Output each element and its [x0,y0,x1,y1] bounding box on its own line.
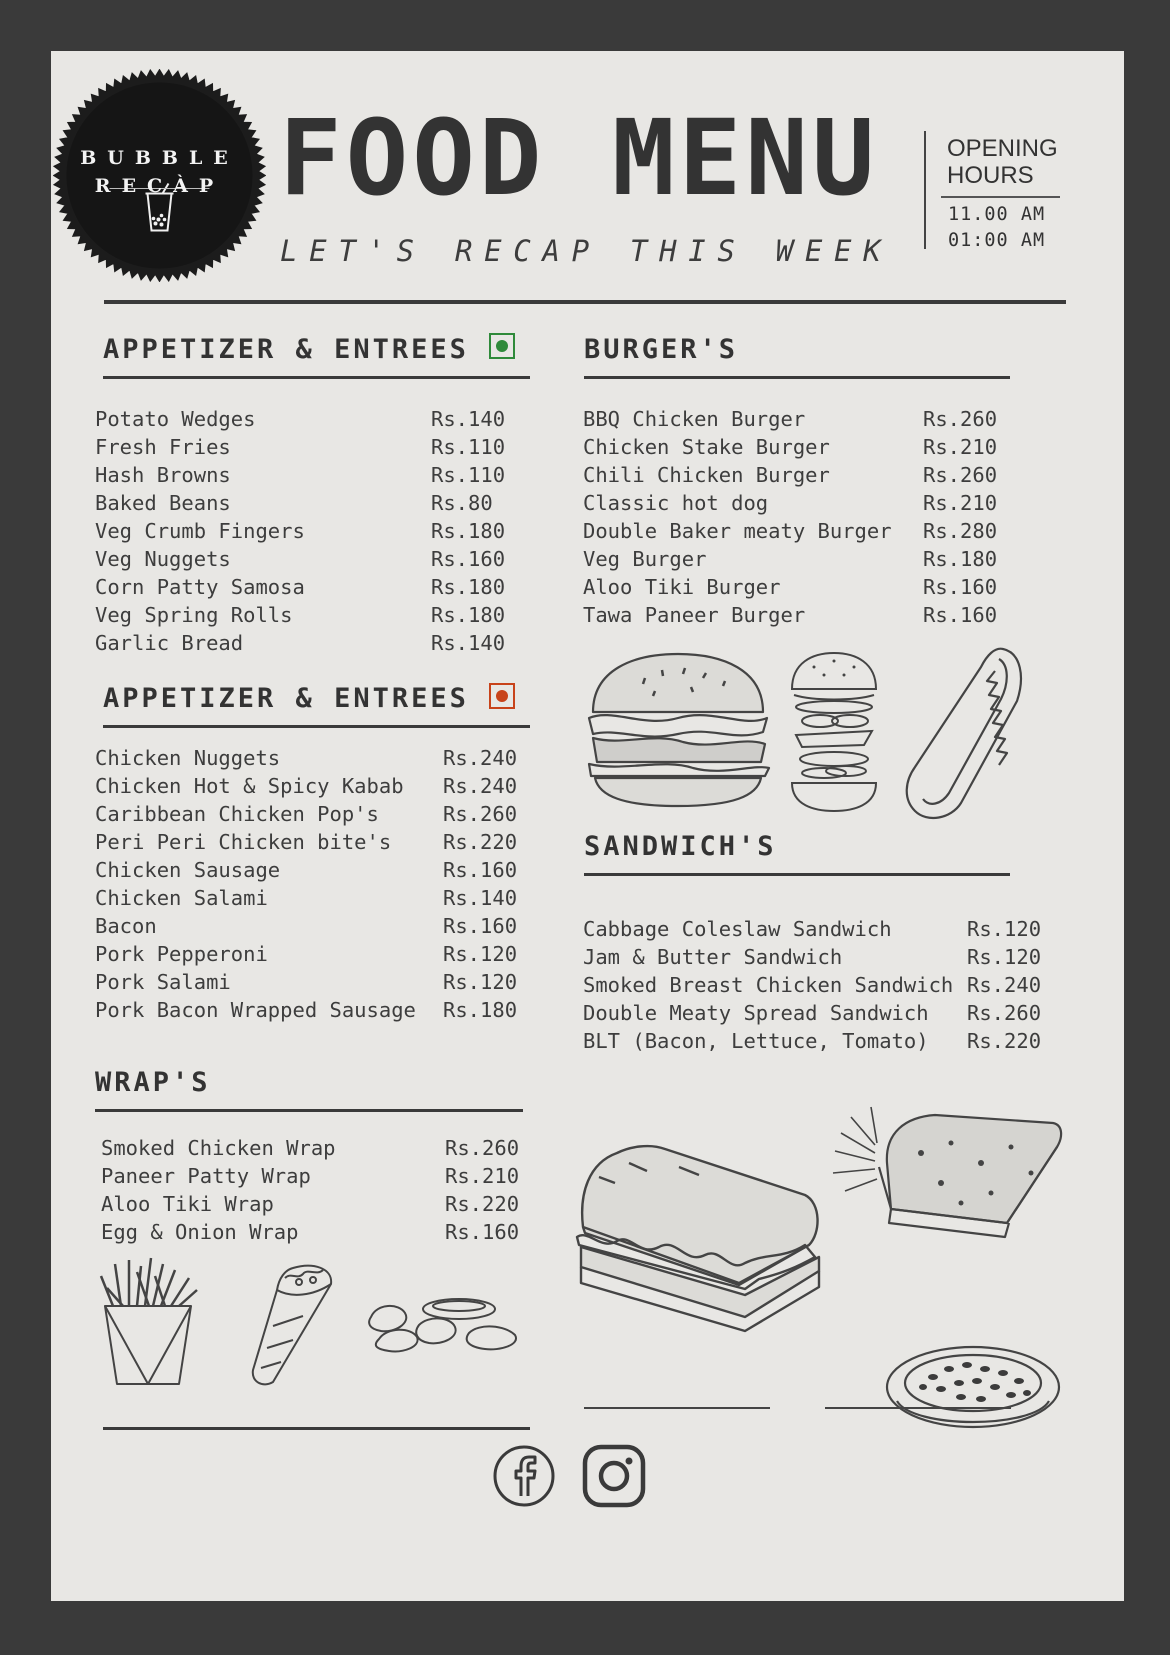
menu-item-name: Corn Patty Samosa [95,575,305,599]
menu-item-name: Pork Salami [95,970,231,994]
fries-illustration [93,1256,203,1391]
menu-item-price: Rs.180 [431,575,506,599]
nonveg-appetizer-list [95,744,535,1024]
sandwiches-list [583,915,1053,1055]
menu-item-name: Chicken Hot & Spicy Kabab [95,774,404,798]
menu-item [583,433,1023,461]
wrap-illustration [233,1256,343,1391]
veg-indicator-icon [489,333,515,359]
menu-item [95,996,535,1024]
menu-item-price: Rs.180 [431,603,506,627]
menu-item-name: Pork Bacon Wrapped Sausage [95,998,416,1022]
menu-item-name: Classic hot dog [583,491,769,515]
menu-item-price: Rs.120 [443,942,518,966]
menu-item-name: BLT (Bacon, Lettuce, Tomato) [583,1029,929,1053]
sandwich-footer-rule-right [825,1407,1011,1409]
menu-item [101,1134,541,1162]
menu-item-price: Rs.220 [445,1192,520,1216]
hotdog-illustration [891,643,1031,823]
menu-item-price: Rs.210 [445,1164,520,1188]
menu-item [583,971,1053,999]
sandwich-footer-rule-left [584,1407,770,1409]
menu-item-price: Rs.210 [923,435,998,459]
menu-item [95,800,535,828]
menu-item-name: Smoked Breast Chicken Sandwich [583,973,954,997]
menu-item-price: Rs.160 [923,603,998,627]
menu-item-price: Rs.110 [431,435,506,459]
menu-item-name: Fresh Fries [95,435,231,459]
facebook-icon[interactable] [492,1444,556,1508]
menu-item-name: Smoked Chicken Wrap [101,1136,336,1160]
menu-item [95,884,535,912]
menu-item-name: Tawa Paneer Burger [583,603,806,627]
stacked-burger-illustration [784,649,884,814]
closing-time: 01:00 AM [948,230,1046,251]
menu-item-name: Peri Peri Chicken bite's [95,830,392,854]
menu-item-name: Chicken Stake Burger [583,435,830,459]
menu-item-price: Rs.80 [431,491,493,515]
menu-item-price: Rs.160 [431,547,506,571]
menu-sheet [51,51,1124,1601]
menu-item [95,856,535,884]
menu-item-price: Rs.110 [431,463,506,487]
burgers-list [583,405,1023,629]
menu-item-name: Jam & Butter Sandwich [583,945,843,969]
menu-item-name: Veg Crumb Fingers [95,519,305,543]
hours-divider [924,131,926,249]
menu-item [583,915,1053,943]
menu-item-price: Rs.160 [923,575,998,599]
menu-item [583,405,1023,433]
menu-item-price: Rs.160 [443,914,518,938]
menu-item-price: Rs.140 [431,407,506,431]
menu-item [95,405,525,433]
menu-item-price: Rs.160 [445,1220,520,1244]
menu-item-price: Rs.260 [445,1136,520,1160]
veg-appetizer-rule [103,376,530,379]
burgers-heading: BURGER'S [584,334,739,365]
menu-item-name: Paneer Patty Wrap [101,1164,311,1188]
menu-item-name: Egg & Onion Wrap [101,1220,299,1244]
menu-item [583,517,1023,545]
wraps-rule [95,1109,523,1112]
menu-item-name: Double Baker meaty Burger [583,519,892,543]
menu-item-name: Veg Burger [583,547,707,571]
burger-illustration [583,646,773,811]
menu-item [95,772,535,800]
menu-item [95,629,525,657]
nuggets-illustration [359,1289,529,1359]
menu-item-price: Rs.260 [967,1001,1042,1025]
menu-item-price: Rs.140 [443,886,518,910]
menu-item [95,433,525,461]
menu-item-name: Chicken Salami [95,886,268,910]
nonveg-indicator-icon [489,683,515,709]
left-footer-rule [103,1427,530,1430]
menu-item-name: Chili Chicken Burger [583,463,830,487]
menu-item [95,545,525,573]
menu-item-name: Aloo Tiki Burger [583,575,781,599]
menu-item-price: Rs.260 [923,407,998,431]
menu-item-price: Rs.180 [431,519,506,543]
menu-item [95,461,525,489]
opening-hours-title: OPENING HOURS [947,135,1058,189]
veg-appetizer-list [95,405,525,657]
menu-item [95,828,535,856]
menu-item-name: Garlic Bread [95,631,244,655]
menu-item-name: Cabbage Coleslaw Sandwich [583,917,892,941]
menu-item-name: Chicken Sausage [95,858,281,882]
menu-item [583,461,1023,489]
menu-item-name: BBQ Chicken Burger [583,407,806,431]
menu-item-name: Pork Pepperoni [95,942,268,966]
menu-item-price: Rs.120 [443,970,518,994]
menu-item [95,517,525,545]
menu-item-price: Rs.260 [443,802,518,826]
menu-item-price: Rs.240 [443,774,518,798]
menu-item [101,1218,541,1246]
menu-item [95,940,535,968]
menu-item [101,1190,541,1218]
menu-item-price: Rs.260 [923,463,998,487]
toasted-sandwich-illustration [831,1103,1071,1243]
nonveg-appetizer-heading: APPETIZER & ENTREES [103,683,469,714]
veg-appetizer-heading: APPETIZER & ENTREES [103,334,469,365]
menu-item-name: Caribbean Chicken Pop's [95,802,379,826]
page-title: FOOD MENU [279,97,879,219]
menu-item-price: Rs.210 [923,491,998,515]
opening-time: 11.00 AM [948,204,1046,225]
burgers-rule [584,376,1010,379]
menu-item-name: Bacon [95,914,157,938]
menu-item-price: Rs.120 [967,945,1042,969]
nonveg-appetizer-rule [103,725,530,728]
menu-item-price: Rs.160 [443,858,518,882]
menu-item [95,912,535,940]
menu-item-price: Rs.240 [967,973,1042,997]
menu-item [583,545,1023,573]
sandwiches-rule [584,873,1010,876]
menu-item [583,1027,1053,1055]
menu-item-name: Double Meaty Spread Sandwich [583,1001,929,1025]
menu-item-price: Rs.240 [443,746,518,770]
menu-item [95,601,525,629]
menu-item-name: Aloo Tiki Wrap [101,1192,274,1216]
menu-item-name: Veg Nuggets [95,547,231,571]
menu-item-price: Rs.280 [923,519,998,543]
menu-item [583,999,1053,1027]
instagram-icon[interactable] [582,1444,646,1508]
menu-item-name: Veg Spring Rolls [95,603,293,627]
menu-item-name: Hash Browns [95,463,231,487]
menu-item [95,744,535,772]
logo-text-line2: RECÀP [94,175,225,197]
menu-item [583,489,1023,517]
bubble-recap-logo [53,69,266,282]
menu-item-price: Rs.140 [431,631,506,655]
sandwiches-heading: SANDWICH'S [584,831,777,862]
wraps-heading: WRAP'S [95,1067,211,1098]
menu-item [101,1162,541,1190]
menu-item [583,573,1023,601]
hours-underline [941,196,1060,198]
sandwich-illustration [569,1133,829,1333]
menu-item-price: Rs.220 [967,1029,1042,1053]
menu-item-name: Baked Beans [95,491,231,515]
menu-item-price: Rs.220 [443,830,518,854]
menu-item [95,489,525,517]
menu-item-name: Potato Wedges [95,407,256,431]
menu-item-price: Rs.180 [923,547,998,571]
menu-item [583,943,1053,971]
menu-item [95,573,525,601]
logo-text-line1: BUBBLE [80,147,239,169]
menu-item-price: Rs.120 [967,917,1042,941]
page-subtitle: LET'S RECAP THIS WEEK [280,234,893,268]
beans-bowl-illustration [883,1341,1063,1441]
menu-item-price: Rs.180 [443,998,518,1022]
header-rule [104,300,1066,304]
menu-item-name: Chicken Nuggets [95,746,281,770]
wraps-list [101,1134,541,1246]
menu-item [583,601,1023,629]
menu-item [95,968,535,996]
